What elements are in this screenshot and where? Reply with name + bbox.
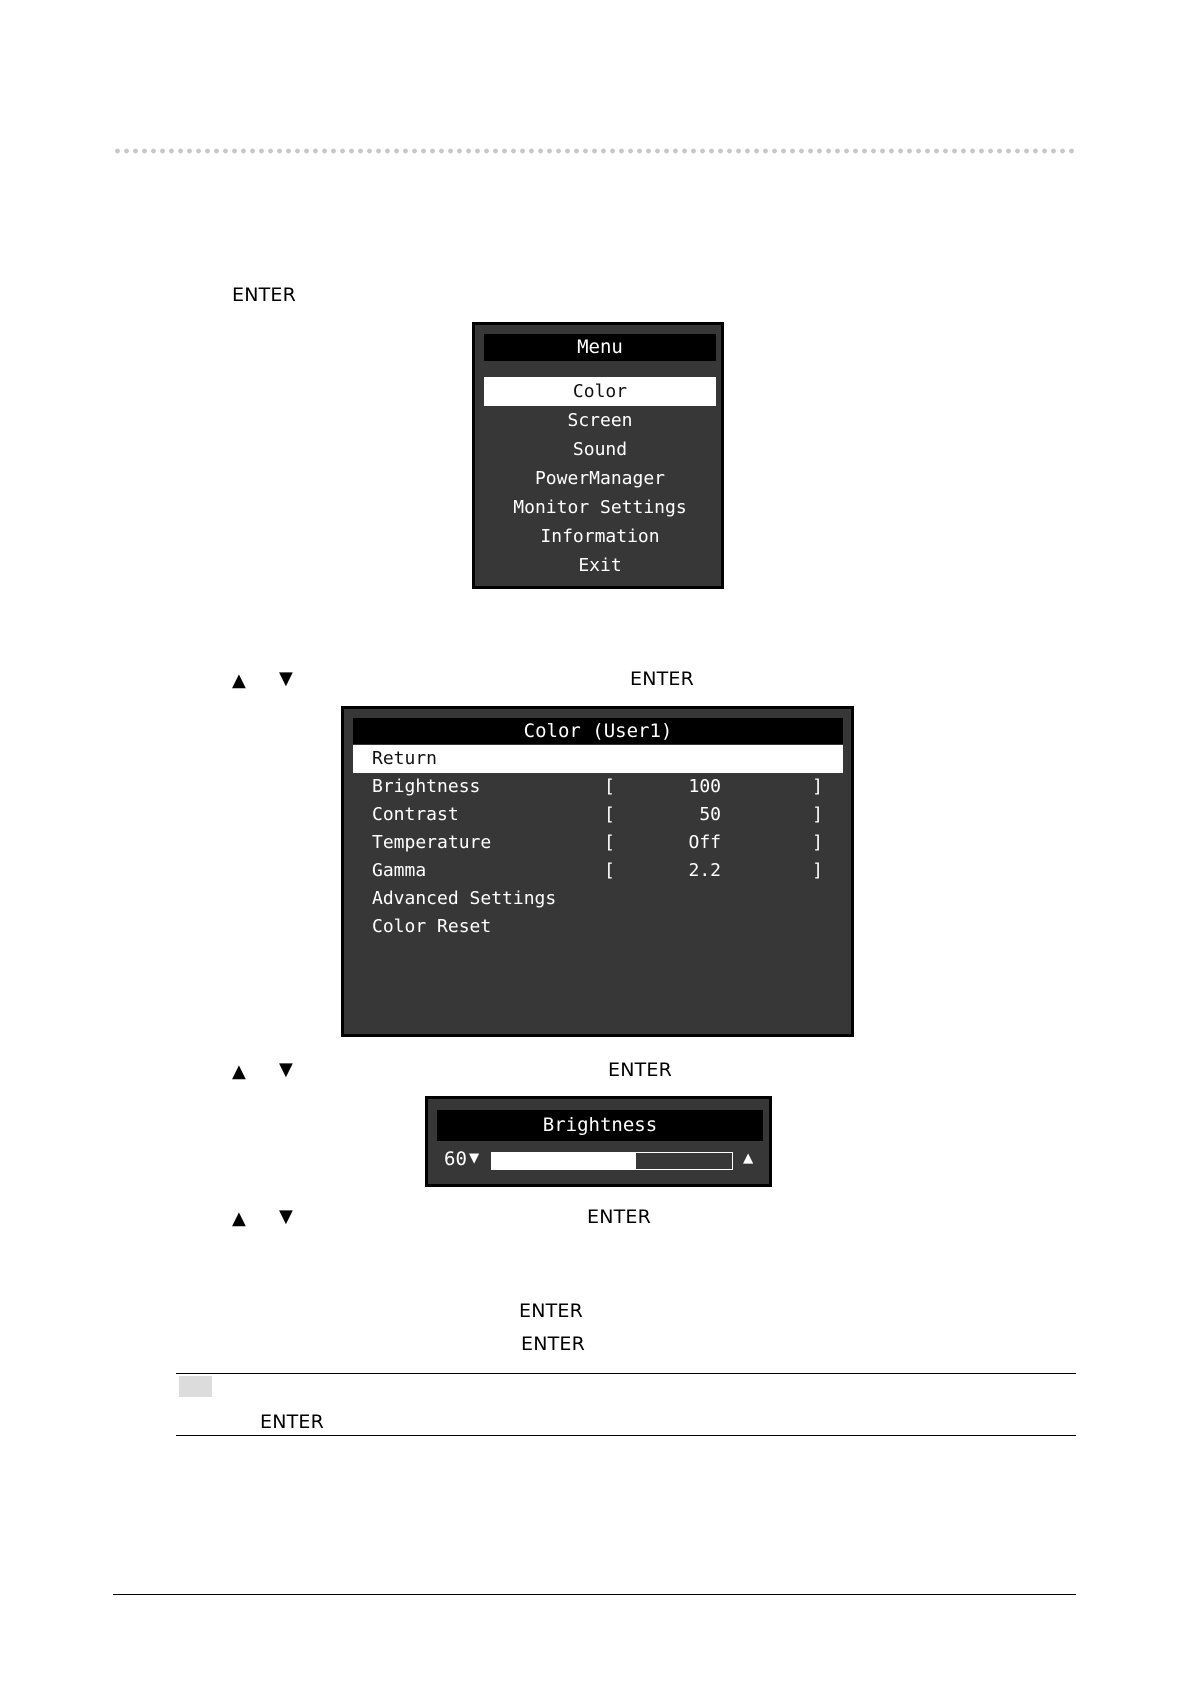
brightness-slider[interactable] [491,1152,733,1170]
down-arrow-icon: ▼ [279,668,293,689]
color-row-return[interactable] [353,745,843,773]
note-bottom-rule [176,1435,1076,1436]
bracket-open: [ [604,832,615,853]
osd-color-menu-title: Color (User1) [353,718,843,744]
bracket-close: ] [812,804,823,825]
row-value: Off [688,832,721,853]
enter-key-label: ENTER [630,668,695,690]
bracket-open: [ [604,860,615,881]
increase-arrow-icon[interactable]: ▲ [743,1148,754,1168]
row-value: 50 [699,804,721,825]
osd-brightness-dialog [425,1096,772,1187]
down-arrow-icon: ▼ [279,1206,293,1227]
footer-rule [113,1594,1076,1595]
menu-item-sound[interactable]: Sound [572,439,628,460]
row-label: Gamma [372,860,427,881]
bracket-close: ] [812,832,823,853]
bracket-close: ] [812,776,823,797]
down-arrow-icon: ▼ [279,1059,293,1080]
enter-key-label: ENTER [608,1059,673,1081]
bracket-close: ] [812,860,823,881]
row-label: Contrast [372,804,459,825]
row-value: 100 [688,776,721,797]
up-arrow-icon: ▲ [232,1208,246,1229]
osd-main-menu-title: Menu [484,334,716,361]
row-label: Temperature [372,832,492,853]
enter-key-label: ENTER [521,1333,586,1355]
bracket-open: [ [604,776,615,797]
header-dotted-rule [113,148,1076,154]
osd-main-menu [472,322,724,589]
row-label: Advanced Settings [372,888,557,909]
brightness-slider-fill [492,1153,636,1169]
row-label: Brightness [372,776,481,797]
enter-key-label: ENTER [587,1206,652,1228]
color-row-contrast[interactable] [353,801,843,829]
enter-key-label: ENTER [232,284,297,306]
note-top-rule [176,1373,1076,1374]
color-row-gamma[interactable] [353,857,843,885]
up-arrow-icon: ▲ [232,1061,246,1082]
color-row-advanced-settings[interactable] [353,885,843,913]
brightness-value: 60 [444,1148,467,1170]
bracket-open: [ [604,804,615,825]
menu-item-exit[interactable]: Exit [578,555,622,576]
up-arrow-icon: ▲ [232,670,246,691]
menu-item-screen[interactable]: Screen [567,410,633,431]
enter-key-label: ENTER [260,1411,325,1433]
row-label: Color Reset [372,916,492,937]
row-label: Return [372,748,438,769]
menu-item-powermanager[interactable]: PowerManager [534,468,666,489]
color-row-temperature[interactable] [353,829,843,857]
osd-color-menu [341,706,854,1037]
color-row-color-reset[interactable] [353,913,843,941]
menu-item-monitor-settings[interactable]: Monitor Settings [513,497,687,518]
enter-key-label: ENTER [519,1300,584,1322]
decrease-arrow-icon[interactable]: ▼ [469,1148,480,1168]
menu-item-information[interactable]: Information [540,526,660,547]
note-label-box [179,1376,212,1397]
menu-item-color[interactable]: Color [484,377,716,406]
row-value: 2.2 [688,860,721,881]
color-row-brightness[interactable] [353,773,843,801]
osd-brightness-title: Brightness [437,1110,763,1141]
